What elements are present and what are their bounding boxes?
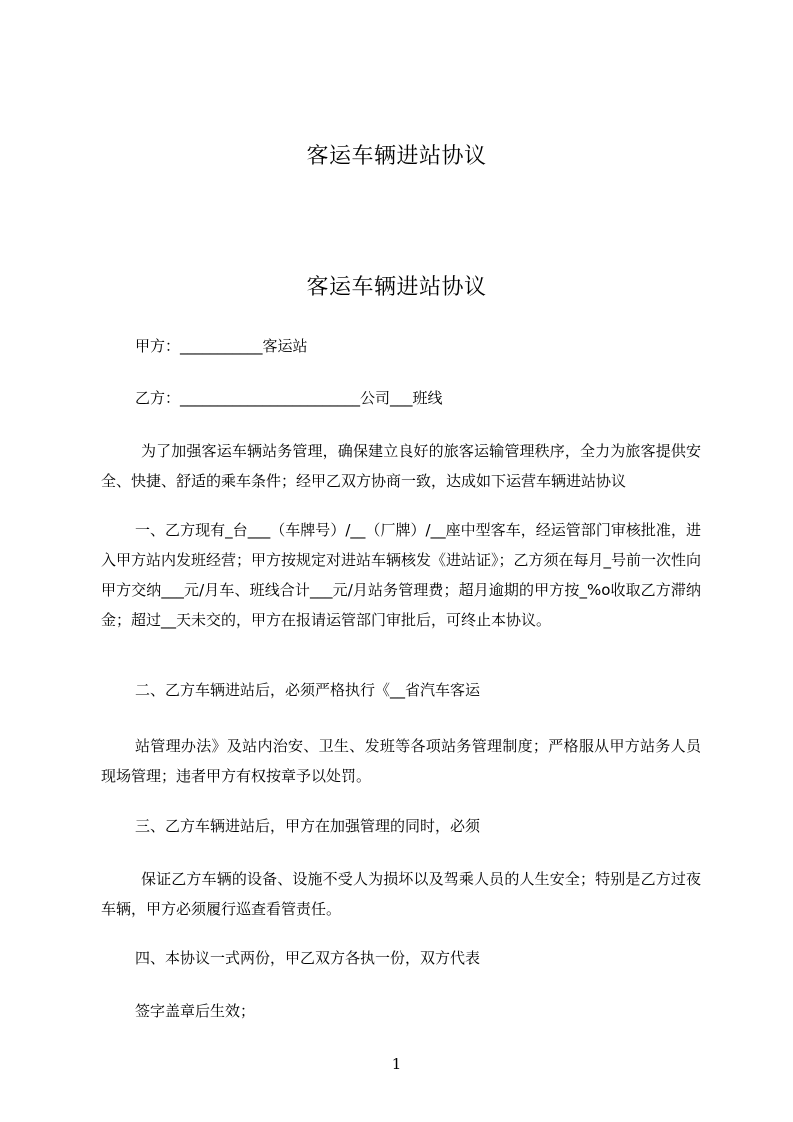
clause-4-heading: 四、本协议一式两份，甲乙双方各执一份，双方代表: [135, 949, 481, 967]
clause-3-heading: 三、乙方车辆进站后，甲方在加强管理的同时，必须: [135, 817, 481, 835]
page-number: 1: [391, 1055, 402, 1073]
clause-1: 一、乙方现有_台___（车牌号）/__（厂牌）/__座中型客车，经运管部门审核批准，进入甲方站内发班经营；甲方按规定对进站车辆核发《进站证》；乙方须在每月_号前一次性向甲方交纳___元/月车、班线合计___元/月站务管理费；超月逾期的甲方按_%o收取乙方滞纳金；超过__天未交的，甲方在报请运管部门审批后，可终止本协议。: [101, 521, 702, 629]
intro-paragraph: 为了加强客运车辆站务管理，确保建立良好的旅客运输管理秩序，全力为旅客提供安全、快捷、舒适的乘车条件；经甲乙双方协商一致，达成如下运营车辆进站协议: [101, 442, 701, 490]
main-title: 客运车辆进站协议: [306, 275, 487, 300]
clause-2-body: 站管理办法》及站内治安、卫生、发班等各项站务管理制度；严格服从甲方站务人员现场管理；违者甲方有权按章予以处罚。: [101, 737, 701, 785]
party-a-line: 甲方：___________客运站: [135, 337, 308, 355]
clause-2-heading: 二、乙方车辆进站后，必须严格执行《__省汽车客运: [135, 681, 481, 699]
cover-title: 客运车辆进站协议: [306, 144, 487, 169]
party-b-line: 乙方：________________________公司___班线: [135, 389, 443, 407]
clause-3-body: 保证乙方车辆的设备、设施不受人为损坏以及驾乘人员的人生安全；特别是乙方过夜车辆，甲方必须履行巡查看管责任。: [101, 870, 701, 918]
clause-4-body: 签字盖章后生效；: [135, 1002, 256, 1020]
